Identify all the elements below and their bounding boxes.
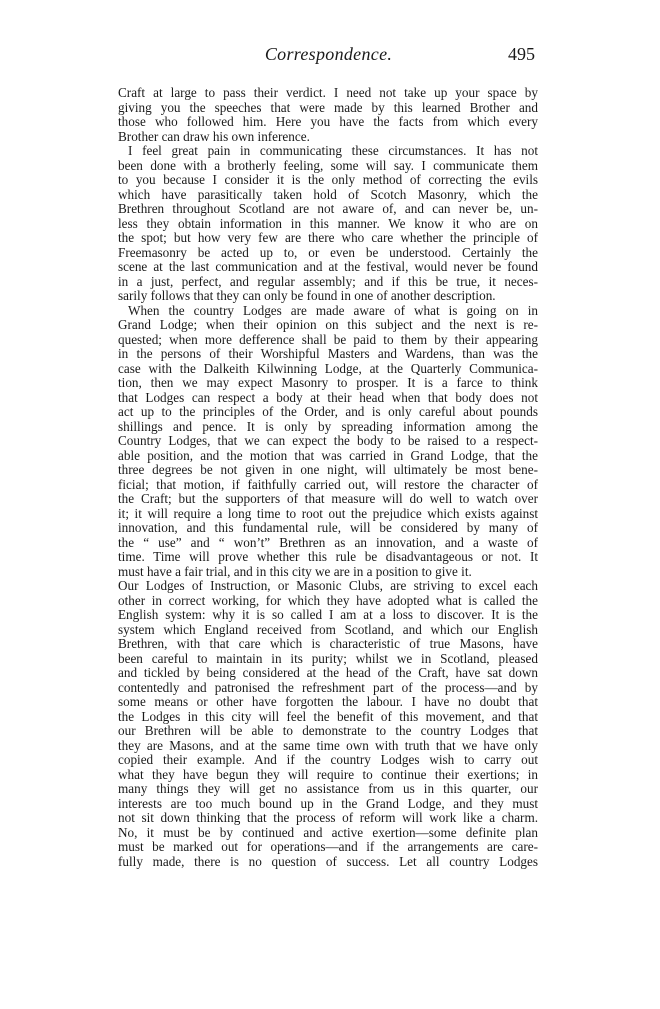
text-line: many things they will get no assistance from us in this quarter, our xyxy=(118,782,538,796)
text-line: Brethren, with that care which is characteristic of true Masons, have xyxy=(118,637,538,651)
text-line: contentedly and patronised the refreshment part of the process—and by xyxy=(118,680,538,695)
text-line: Freemasonry be acted up to, or even be understood. Certainly the xyxy=(118,245,538,260)
text-line: must be marked out for operations—and if the arrangements are care- xyxy=(118,840,538,854)
text-line: tion, then we may expect Masonry to prosper. It is a farce to think xyxy=(118,376,538,390)
text-line: been careful to maintain in its purity; whilst we in Scotland, pleased xyxy=(118,651,538,666)
text-line: I feel great pain in communicating these circumstances. It has not xyxy=(128,144,538,158)
text-line: other in correct working, for which they have adopted what is called the xyxy=(118,593,538,608)
page-number: 495 xyxy=(508,44,535,64)
text-line: system which England received from Scotland, and which our English xyxy=(118,622,538,637)
text-line: shillings and pence. It is only by spreading information among the xyxy=(118,419,538,434)
text-line: interests are too much bound up in the Grand Lodge, and they must xyxy=(118,796,538,811)
text-line: what they have begun they will require to continue their exertions; in xyxy=(118,767,538,782)
text-line: Grand Lodge; when their opinion on this subject and the next is re- xyxy=(118,318,538,332)
text-line: which have parasitically taken hold of Scotch Masonry, which the xyxy=(118,187,538,202)
text-line: English system: why it is so called I am at a loss to discover. It is the xyxy=(118,608,538,622)
text-line: must have a fair trial, and in this city we are in a position to give it. xyxy=(118,564,472,579)
text-line: sarily follows that they can only be found in one of another description. xyxy=(118,289,496,303)
text-line: Brother can draw his own inference. xyxy=(118,129,310,144)
running-head: Correspondence. xyxy=(264,44,393,64)
text-line: three degrees be not given in one night, will ultimately be most bene- xyxy=(118,463,538,477)
text-line: ficial; that motion, if faithfully carried out, will restore the character of xyxy=(118,477,538,492)
text-line: in a just, perfect, and regular assembly; and if this be true, it neces- xyxy=(118,274,538,289)
text-line: quested; when more defference shall be paid to them by their appearing xyxy=(118,332,538,347)
text-line: in the persons of their Worshipful Masters and Wardens, than was the xyxy=(118,347,538,361)
text-line: it; it will require a long time to root out the prejudice which exists against xyxy=(118,506,538,521)
body-text xyxy=(118,86,538,869)
text-line: those who followed him. Here you have the facts from which every xyxy=(118,115,538,129)
text-line: case with the Dalkeith Kilwinning Lodge, at the Quarterly Communica- xyxy=(118,361,538,376)
text-line: the “ use” and “ won’t” Brethren as an innovation, and a waste of xyxy=(118,535,538,550)
text-line: scene at the last communication and at the festival, would never be found xyxy=(118,260,538,274)
text-line: less they obtain information in this manner. We know it who are on xyxy=(118,216,538,231)
text-line: innovation, and this fundamental rule, will be considered by many of xyxy=(118,521,538,535)
text-line: Country Lodges, that we can expect the body to be raised to a respect- xyxy=(118,434,538,448)
text-line: fully made, there is no question of success. Let all country Lodges xyxy=(118,854,538,869)
text-line: Our Lodges of Instruction, or Masonic Clubs, are striving to excel each xyxy=(118,579,538,593)
text-line: that Lodges can respect a body at their head when that body does not xyxy=(118,390,538,405)
text-line: act up to the principles of the Order, and is only careful about pounds xyxy=(118,405,538,419)
text-line: our Brethren will be able to demonstrate to the country Lodges that xyxy=(118,724,538,738)
text-line: When the country Lodges are made aware of what is going on in xyxy=(128,303,538,318)
text-line: been done with a brotherly feeling, some will say. I communicate them xyxy=(118,158,538,173)
text-line: copied their example. And if the country Lodges wish to carry out xyxy=(118,753,538,767)
text-line: some means or other have forgotten the labour. I have no doubt that xyxy=(118,695,538,709)
text-line: to you because I consider it is the only method of correcting the evils xyxy=(118,173,538,187)
text-line: giving you the speeches that were made by this learned Brother and xyxy=(118,100,538,115)
text-line: the Lodges in this city will feel the benefit of this movement, and that xyxy=(118,709,538,724)
text-line: and tickled by being considered at the head of the Craft, have sat down xyxy=(118,666,538,680)
text-line: the spot; but how very few are there who care whether the principle of xyxy=(118,231,538,245)
text-line: able position, and the motion that was carried in Grand Lodge, that the xyxy=(118,448,538,463)
text-line: time. Time will prove whether this rule be disadvantageous or not. It xyxy=(118,550,538,564)
text-line: Craft at large to pass their verdict. I need not take up your space by xyxy=(118,86,538,100)
text-line: they are Masons, and at the same time own with truth that we have only xyxy=(118,738,538,753)
text-line: the Craft; but the supporters of that measure will do well to watch over xyxy=(118,492,538,506)
text-line: No, it must be by continued and active exertion—some definite plan xyxy=(118,825,538,840)
text-line: not sit down thinking that the process of reform will work like a charm. xyxy=(118,811,538,825)
page-header xyxy=(122,44,535,74)
text-line: Brethren throughout Scotland are not aware of, and can never be, un- xyxy=(118,202,538,216)
